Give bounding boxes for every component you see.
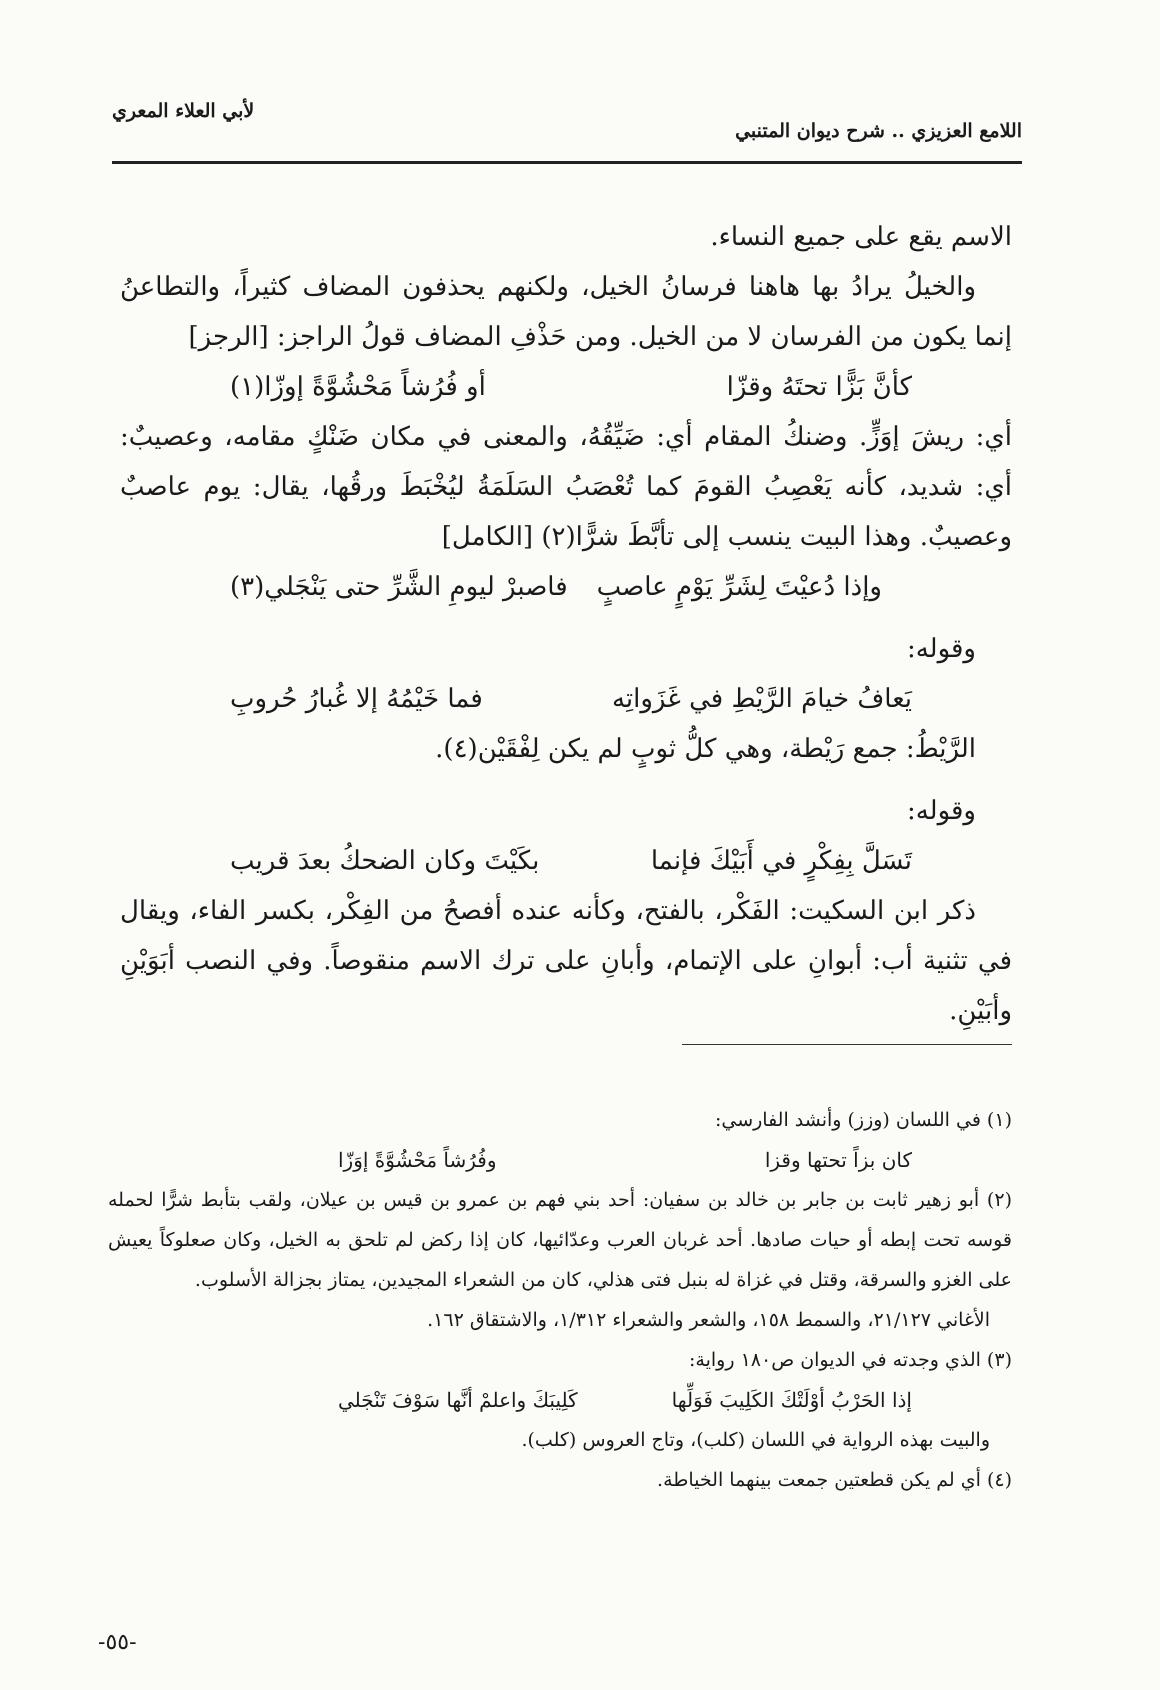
hemistich-left: فما خَيْمُهُ إلا غُبارُ حُروبِ xyxy=(230,684,483,714)
paragraph: والخيلُ يرادُ بها هاهنا فرسانُ الخيل، ولكنهم يحذفون المضاف كثيراً، والتطاعنُ إنما يكون من الفرسان لا من الخيل. ومن حَذْفِ المضاف قولُ الراجز: [الرجز] xyxy=(120,272,1012,352)
verse-line xyxy=(120,836,1012,886)
footnote-verse xyxy=(108,1380,1012,1420)
author-name: لأبي العلاء المعري xyxy=(112,100,255,122)
paragraph: الرَّيْطُ: جمع رَيْطة، وهي كلُّ ثوبٍ لم يكن لِفْقَيْن(٤). xyxy=(435,734,976,764)
footnote-2: (٢) أبو زهير ثابت بن جابر بن خالد بن سفيان: أحد بني فهم بن عمرو بن قيس بن عيلان، ولقب بتأبط شرًّا لحمله قوسه تحت إبطه أو حيات صادها. أحد غربان العرب وعدّائيها، كان إذا ركض لم تلحق به الخيل، وكان صعلوكاً يعيش على الغزو والسرقة، وقتل في غزاة له بنبل فتى هذلي، كان من الشعراء المجيدين، يمتاز بجزالة الأسلوب. xyxy=(108,1189,1012,1291)
footnote-1: (١) في اللسان (وزز) وأنشد الفارسي: xyxy=(714,1109,1012,1131)
paragraph: ذكر ابن السكيت: الفَكْر، بالفتح، وكأنه عنده أفصحُ من الفِكْر، بكسر الفاء، ويقال في تثنية أب: أبوانِ على الإتمام، وأبانِ على ترك الاسم منقوصاً. وفي النصب أبَوَيْنِ وأبَيْنِ. xyxy=(120,896,1012,1026)
footnote-verse xyxy=(108,1140,1012,1180)
book-title: اللامع العزيزي .. شرح ديوان المتنبي xyxy=(735,120,1022,142)
hemistich-right: كأنَّ بَزًّا تحتَهُ وقزّا xyxy=(726,372,912,402)
hemistich-left: فاصبرْ ليومِ الشَّرِّ حتى يَنْجَلي(٣) xyxy=(230,572,568,602)
hemistich-left: بكَيْتَ وكان الضحكُ بعدَ قريب xyxy=(230,846,540,876)
running-header xyxy=(112,96,1022,142)
footnotes xyxy=(108,1100,1012,1500)
main-text xyxy=(120,212,1012,1045)
hemistich-right: تَسَلَّ بِفِكْرٍ في أَبَيْكَ فإنما xyxy=(650,846,912,876)
paragraph: أي: ريشَ إوَزٍّ. وضنكُ المقام أي: ضَيِّقُهُ، والمعنى في مكان ضَنْكٍ مقامه، وعصيبٌ: أي: شديد، كأنه يَعْصِبُ القومَ كما تُعْصَبُ السَلَمَةُ ليُخْبَطَ ورقُها، يقال: يوم عاصبٌ وعصيبٌ. وهذا البيت ينسب إلى تأبَّطَ شرًّا(٢) [الكامل] xyxy=(120,422,1012,552)
verse-line xyxy=(120,674,1012,724)
page-number: -٥٥- xyxy=(98,1630,137,1655)
hemistich-right: إذا الحَرْبُ أوْلَتْكَ الكَلِيبَ فَوَلِّها xyxy=(671,1388,912,1412)
verse-intro: وقوله: xyxy=(906,634,976,664)
footnote-reference: والبيت بهذه الرواية في اللسان (كلب)، وتاج العروس (كلب). xyxy=(521,1429,990,1451)
footnote-3: (٣) الذي وجدته في الديوان ص١٨٠ رواية: xyxy=(689,1349,1012,1371)
verse-line xyxy=(120,362,1012,412)
hemistich-right: كان بزاً تحتها وقزا xyxy=(764,1148,912,1172)
verse-intro: وقوله: xyxy=(906,796,976,826)
footnote-4: (٤) أي لم يكن قطعتين جمعت بينهما الخياطة. xyxy=(657,1469,1012,1491)
hemistich-left: وفُرُشاً مَحْشُوَّةً إوَزّا xyxy=(338,1148,497,1172)
hemistich-left: كَلِيبَكَ واعلمْ أنَّها سَوْفَ تَنْجَلي xyxy=(338,1388,578,1412)
hemistich-right: وإذا دُعيْتَ لِشَرِّ يَوْمٍ عاصبٍ xyxy=(596,572,882,602)
hemistich-right: يَعافُ خيامَ الرَّيْطِ في غَزَواتِه xyxy=(611,684,912,714)
verse-line xyxy=(120,562,1012,612)
footnote-separator xyxy=(682,1044,1012,1045)
hemistich-left: أو فُرُشاً مَحْشُوَّةً إوزّا(١) xyxy=(230,372,486,402)
header-rule xyxy=(112,161,1022,164)
footnote-reference: الأغاني ٢١/١٢٧، والسمط ١٥٨، والشعر والشعراء ١/٣١٢، والاشتقاق ١٦٢. xyxy=(427,1309,990,1331)
paragraph: الاسم يقع على جميع النساء. xyxy=(710,222,1012,252)
